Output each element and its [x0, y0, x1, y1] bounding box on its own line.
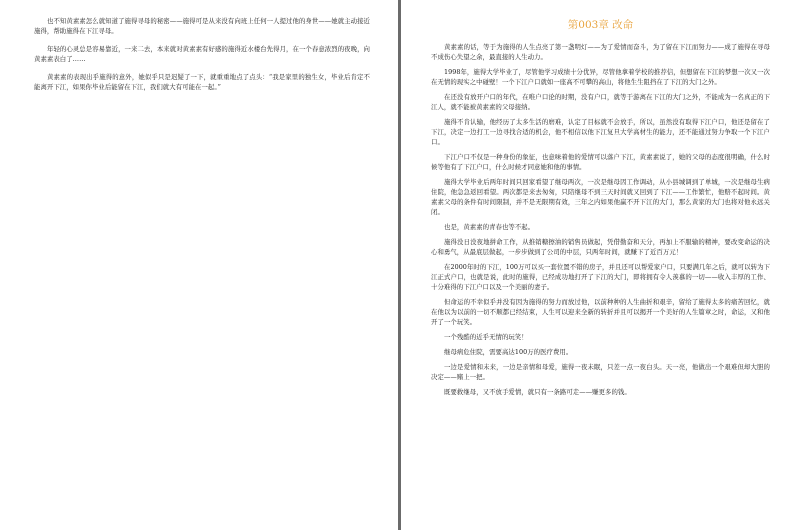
paragraph: 既要救继母，又不放手爱情，就只有一条路可走——赚更多的钱。	[444, 388, 631, 396]
paragraph: 在2000年时的下江，100万可以买一套位置不错的房子，并且还可以帮爱家户口，只要满几年之后，就可以转为下江正式户口，也就是说，此时的施得，已经成功地打开了下江的大门，即将拥有令人羡慕的一切——收入丰厚的工作、十分难得的下江户口以及一个美丽的妻子。	[431, 263, 770, 291]
paragraph: 施得没日没夜地拼命工作，从推销糖擦油的销售员做起，凭借勤奋和天分，再加上不服输的精神，要改变命运的决心和勇气，从最底层做起，一步步做到了公司的中层，只两年时间，就赚下了近百万元！	[431, 238, 770, 256]
paragraph: 1998年，施得大学毕业了，尽管他学习成绩十分优异，尽管他拿着学校的推荐信，但想留在下江的梦想一次又一次在无情的现实之中碰壁！一个下江户口就如一座高不可攀的高山，将他生生阻挡在了下江的大门之外。	[431, 68, 770, 86]
paragraph: 在还没有放开户口的年代，在唯户口论的时期，没有户口，就等于游离在下江的大门之外，不能成为一名真正的下江人，就不能被黄素素的父母接纳。	[431, 93, 770, 111]
chapter-title: 第003章 改命	[567, 19, 634, 31]
right-page	[401, 0, 796, 530]
paragraph: 施得不肯认输，他经历了太多生活的磨难，认定了目标就不会放手，所以，虽然没有取得下江户口，他还是留在了下江，决定一边打工一边寻找合适的机会，他不相信以他下江复旦大学高材生的能力，还不能通过努力争取一个下江户口。	[431, 118, 770, 146]
paragraph: 也是，黄素素的青春也等不起。	[444, 223, 535, 231]
paragraph: 黄素素的表现出乎施得的意外，她似乎只是迟疑了一下，就重重地点了点头：“我是家里的独生女，毕业后肯定不能离开下江，如果你毕业后能留在下江，我们就大有可能在一起。”	[34, 73, 370, 91]
paragraph: 继母病危住院，需要高达100万的医疗费用。	[444, 348, 573, 356]
paragraph: 下江户口不仅是一种身份的象征，也意味着他的爱情可以落户下江，黄素素说了，她的父母的态度很明确，什么时候等他有了下江户口，什么时候才同意她和他的事情。	[431, 153, 770, 171]
paragraph: 年轻的心灵总是容易靠近，一来二去，本来就对黄素素有好感的施得近水楼台先得月，在一个春意浓烈的夜晚，向黄素素表白了……	[34, 45, 370, 63]
paragraph: 黄素素的话，等于为施得的人生点亮了第一盏明灯——为了爱情而奋斗，为了留在下江而努力——成了施得在寻母不成伤心失望之余，最直接的人生动力。	[431, 43, 770, 61]
paragraph: 一边是爱情和未来，一边是亲情和母爱，施得一夜未眠，只差一点一夜白头。天一亮，他做出一个艰难但却大胆的决定——赌上一把。	[431, 363, 770, 381]
paragraph: 也不知黄素素怎么就知道了施得寻母的秘密——施得可是从来没有向班上任何一人提过他的身世——她就主动接近施得，帮助施得在下江寻母。	[34, 17, 370, 35]
paragraph: 但命运的不幸似乎并没有因为施得的努力而放过他，以前种种的人生曲折和艰辛，留给了施得太多的痛苦回忆，就在他以为以前的一切不顺都已经结束，人生可以迎来全新的转折并且可以揭开一个美好的人生篇章之时，命运，又和他开了一个玩笑。	[431, 298, 770, 326]
paragraph: 一个残酷的近乎无情的玩笑！	[444, 333, 528, 341]
paragraph: 施得大学毕业后两年时间只回家看望了继母两次，一次是继母因工作调动，从小县城调到了单城，一次是继母生病住院，他急急返回看望。两次都是来去匆匆，只陪继母不到三天时间就又回到了下江——工作繁忙，他赔不起时间。黄素素父母的条件有时间限制，并不是无限期有效，三年之内如果他赢不开下江的大门，那么黄家的大门也将对他永远关闭。	[431, 178, 770, 216]
